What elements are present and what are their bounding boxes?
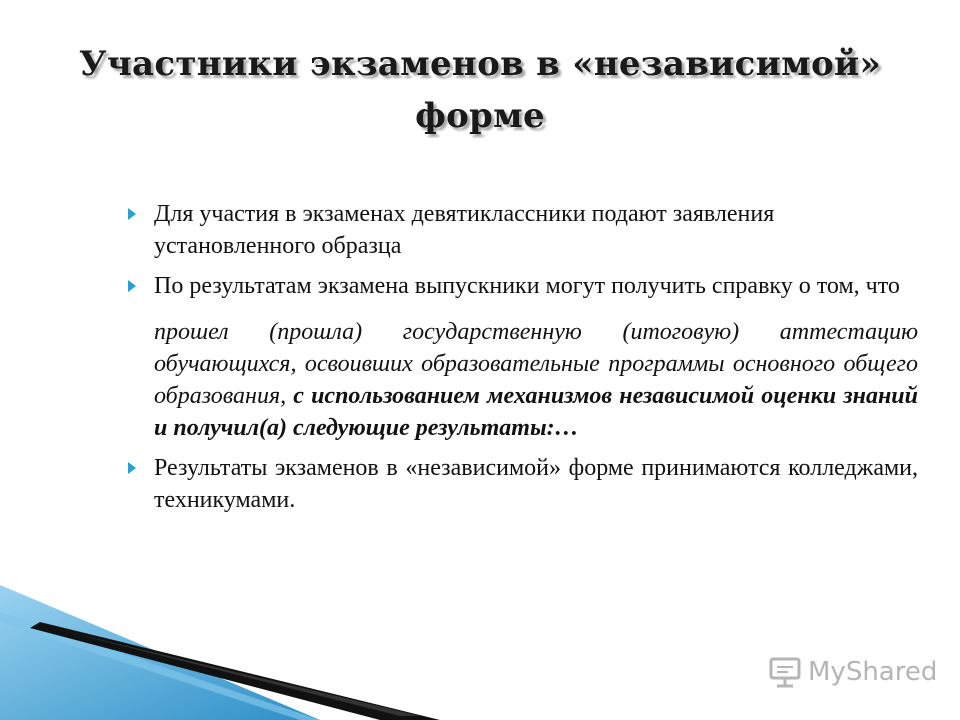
certificate-quote [128, 316, 918, 444]
myshared-logo [768, 652, 937, 692]
bullet-arrow-icon [128, 280, 136, 292]
bullet-text-3: Результаты экзаменов в «независимой» форме принимаются колледжами, техникумами. [154, 455, 918, 513]
bold-italic-text: с использованием механизмов независимой оценки знаний и получил(а) следующие результаты:… [154, 383, 918, 441]
bullet-item-2 [128, 270, 918, 302]
slide-title [40, 38, 920, 142]
bullet-text-2: По результатам экзамена выпускники могут получить справку о том, что [154, 273, 900, 299]
bullet-item-3 [128, 452, 918, 516]
bullet-arrow-icon [128, 462, 136, 474]
presentation-board-icon [768, 655, 802, 689]
bullet-arrow-icon [128, 208, 136, 220]
title-line-1: Участники экзаменов в «независимой» [78, 44, 882, 84]
bullet-text-1: Для участия в экзаменах девятиклассники подают заявления установленного образца [154, 201, 775, 259]
logo-text: MyShared [808, 657, 938, 687]
slide-body [128, 198, 918, 524]
bullet-item-1 [128, 198, 918, 262]
title-line-2: форме [415, 96, 545, 136]
italic-text: прошел (прошла) государственную (итоговую) аттестацию обучающихся, освоивших образовательные программы основного общего образования, [154, 319, 918, 409]
